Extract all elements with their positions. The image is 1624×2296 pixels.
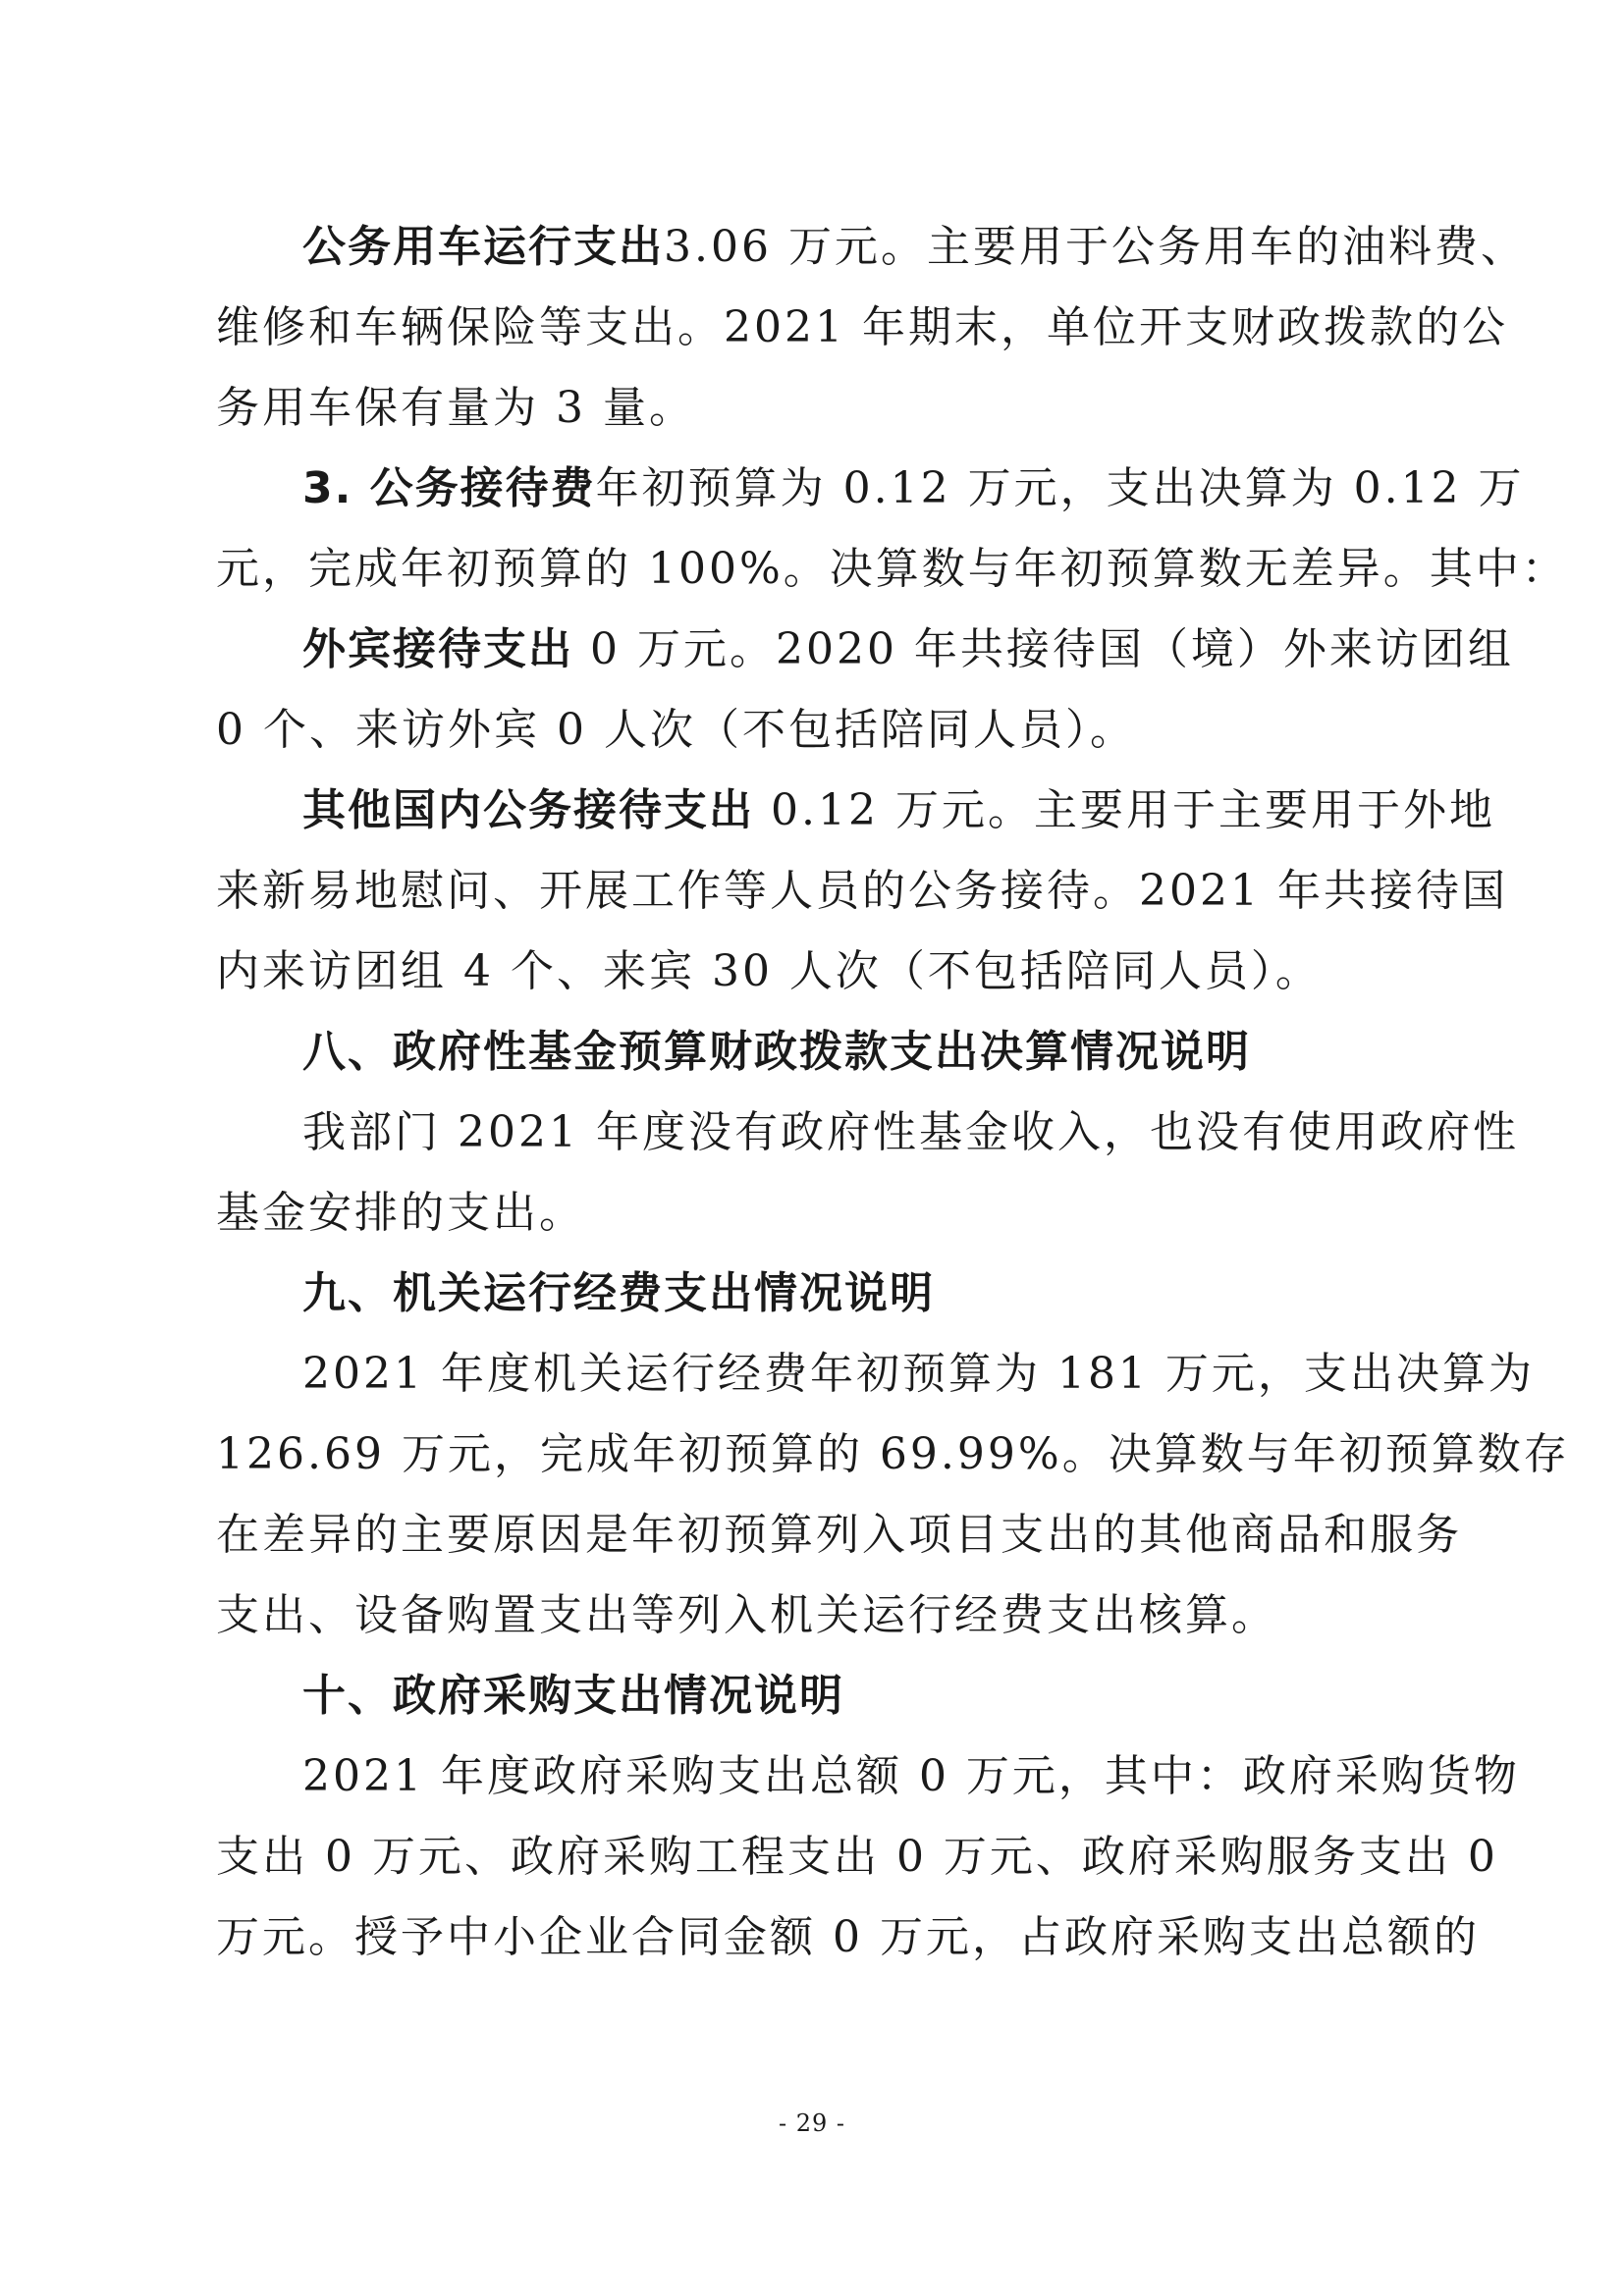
paragraph-line: 0 个、来访外宾 0 人次（不包括陪同人员）。 — [216, 705, 1136, 755]
body-text: 年初预算为 0.12 万元，支出决算为 0.12 万 — [595, 463, 1525, 513]
body-text: 0.12 万元。主要用于主要用于外地 — [754, 785, 1495, 835]
paragraph-line: 2021 年度政府采购支出总额 0 万元，其中：政府采购货物 — [302, 1751, 1520, 1801]
paragraph-line: 务用车保有量为 3 量。 — [216, 383, 695, 433]
page-number: - 29 - — [778, 2109, 845, 2137]
bold-term: 公务用车运行支出 — [302, 222, 664, 272]
body-text: 0 万元。2020 年共接待国（境）外来访团组 — [573, 624, 1514, 674]
paragraph-line: 我部门 2021 年度没有政府性基金收入，也没有使用政府性 — [302, 1107, 1519, 1157]
paragraph-line: 基金安排的支出。 — [216, 1188, 585, 1238]
paragraph-line — [302, 620, 1514, 679]
paragraph-line: 2021 年度机关运行经费年初预算为 181 万元，支出决算为 — [302, 1349, 1535, 1399]
paragraph-line: 在差异的主要原因是年初预算列入项目支出的其他商品和服务 — [216, 1510, 1462, 1560]
paragraph-line — [302, 218, 1527, 277]
paragraph-line — [302, 781, 1495, 840]
paragraph-line: 支出 0 万元、政府采购工程支出 0 万元、政府采购服务支出 0 — [216, 1832, 1498, 1882]
paragraph-line: 支出、设备购置支出等列入机关运行经费支出核算。 — [216, 1590, 1277, 1640]
body-text: 3.06 万元。主要用于公务用车的油料费、 — [664, 222, 1527, 272]
paragraph-line: 126.69 万元，完成年初预算的 69.99%。决算数与年初预算数存 — [216, 1429, 1570, 1479]
bold-term: 其他国内公务接待支出 — [302, 785, 754, 835]
paragraph-line: 维修和车辆保险等支出。2021 年期末，单位开支财政拨款的公 — [216, 302, 1508, 352]
bold-term: 外宾接待支出 — [302, 624, 573, 674]
bold-term: 3. 公务接待费 — [302, 463, 596, 513]
paragraph-line — [302, 459, 1525, 518]
section-heading-9: 九、机关运行经费支出情况说明 — [302, 1268, 935, 1318]
section-heading-8: 八、政府性基金预算财政拨款支出决算情况说明 — [302, 1027, 1251, 1077]
paragraph-line: 万元。授予中小企业合同金额 0 万元，占政府采购支出总额的 — [216, 1912, 1480, 1962]
section-heading-10: 十、政府采购支出情况说明 — [302, 1671, 844, 1721]
paragraph-line: 元，完成年初预算的 100%。决算数与年初预算数无差异。其中： — [216, 544, 1568, 594]
paragraph-line: 来新易地慰问、开展工作等人员的公务接待。2021 年共接待国 — [216, 866, 1508, 916]
paragraph-line: 内来访团组 4 个、来宾 30 人次（不包括陪同人员）。 — [216, 946, 1322, 996]
